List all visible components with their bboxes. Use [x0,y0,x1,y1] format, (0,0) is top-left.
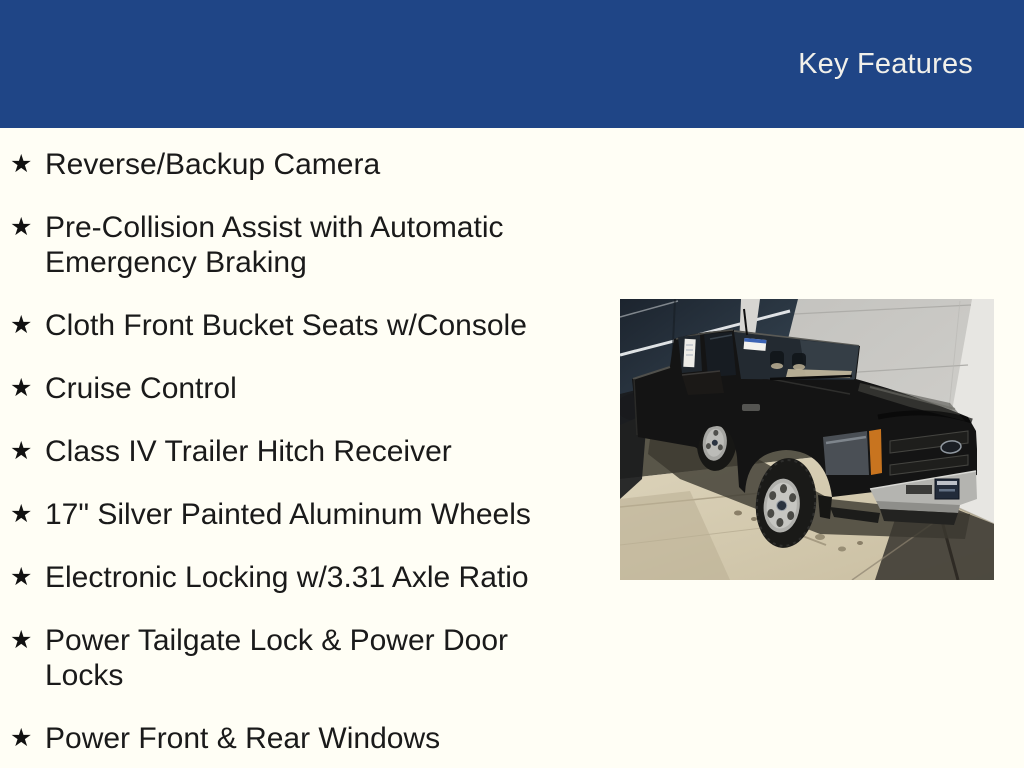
feature-item [10,210,576,280]
page-title: Key Features [798,47,973,80]
feature-item [10,308,576,343]
windshield-sticker [744,338,767,351]
star-bullet-icon: ★ [10,437,33,465]
feature-item [10,721,576,756]
star-bullet-icon: ★ [10,626,33,654]
feature-item [10,434,576,469]
feature-text: Power Front & Rear Windows [45,722,441,755]
vehicle-photo [620,299,994,580]
star-bullet-icon: ★ [10,213,33,241]
star-bullet-icon: ★ [10,563,33,591]
star-bullet-icon: ★ [10,150,33,178]
feature-list [10,147,576,768]
star-bullet-icon: ★ [10,500,33,528]
feature-text: Reverse/Backup Camera [45,148,381,181]
feature-text: Class IV Trailer Hitch Receiver [45,435,452,468]
star-bullet-icon: ★ [10,724,33,752]
star-bullet-icon: ★ [10,374,33,402]
feature-item [10,371,576,406]
feature-item [10,623,576,693]
feature-text: Cloth Front Bucket Seats w/Console [45,309,527,342]
feature-text: 17" Silver Painted Aluminum Wheels [45,498,531,531]
star-bullet-icon: ★ [10,311,33,339]
feature-item [10,497,576,532]
feature-text: Electronic Locking w/3.31 Axle Ratio [45,561,529,594]
feature-text: Power Tailgate Lock & Power Door Locks [45,624,509,692]
header-bar [0,0,1024,128]
feature-item [10,147,576,182]
feature-item [10,560,576,595]
feature-text: Cruise Control [45,372,237,405]
feature-text: Pre-Collision Assist with Automatic Emergency Braking [45,211,504,279]
license-plate [935,479,959,499]
